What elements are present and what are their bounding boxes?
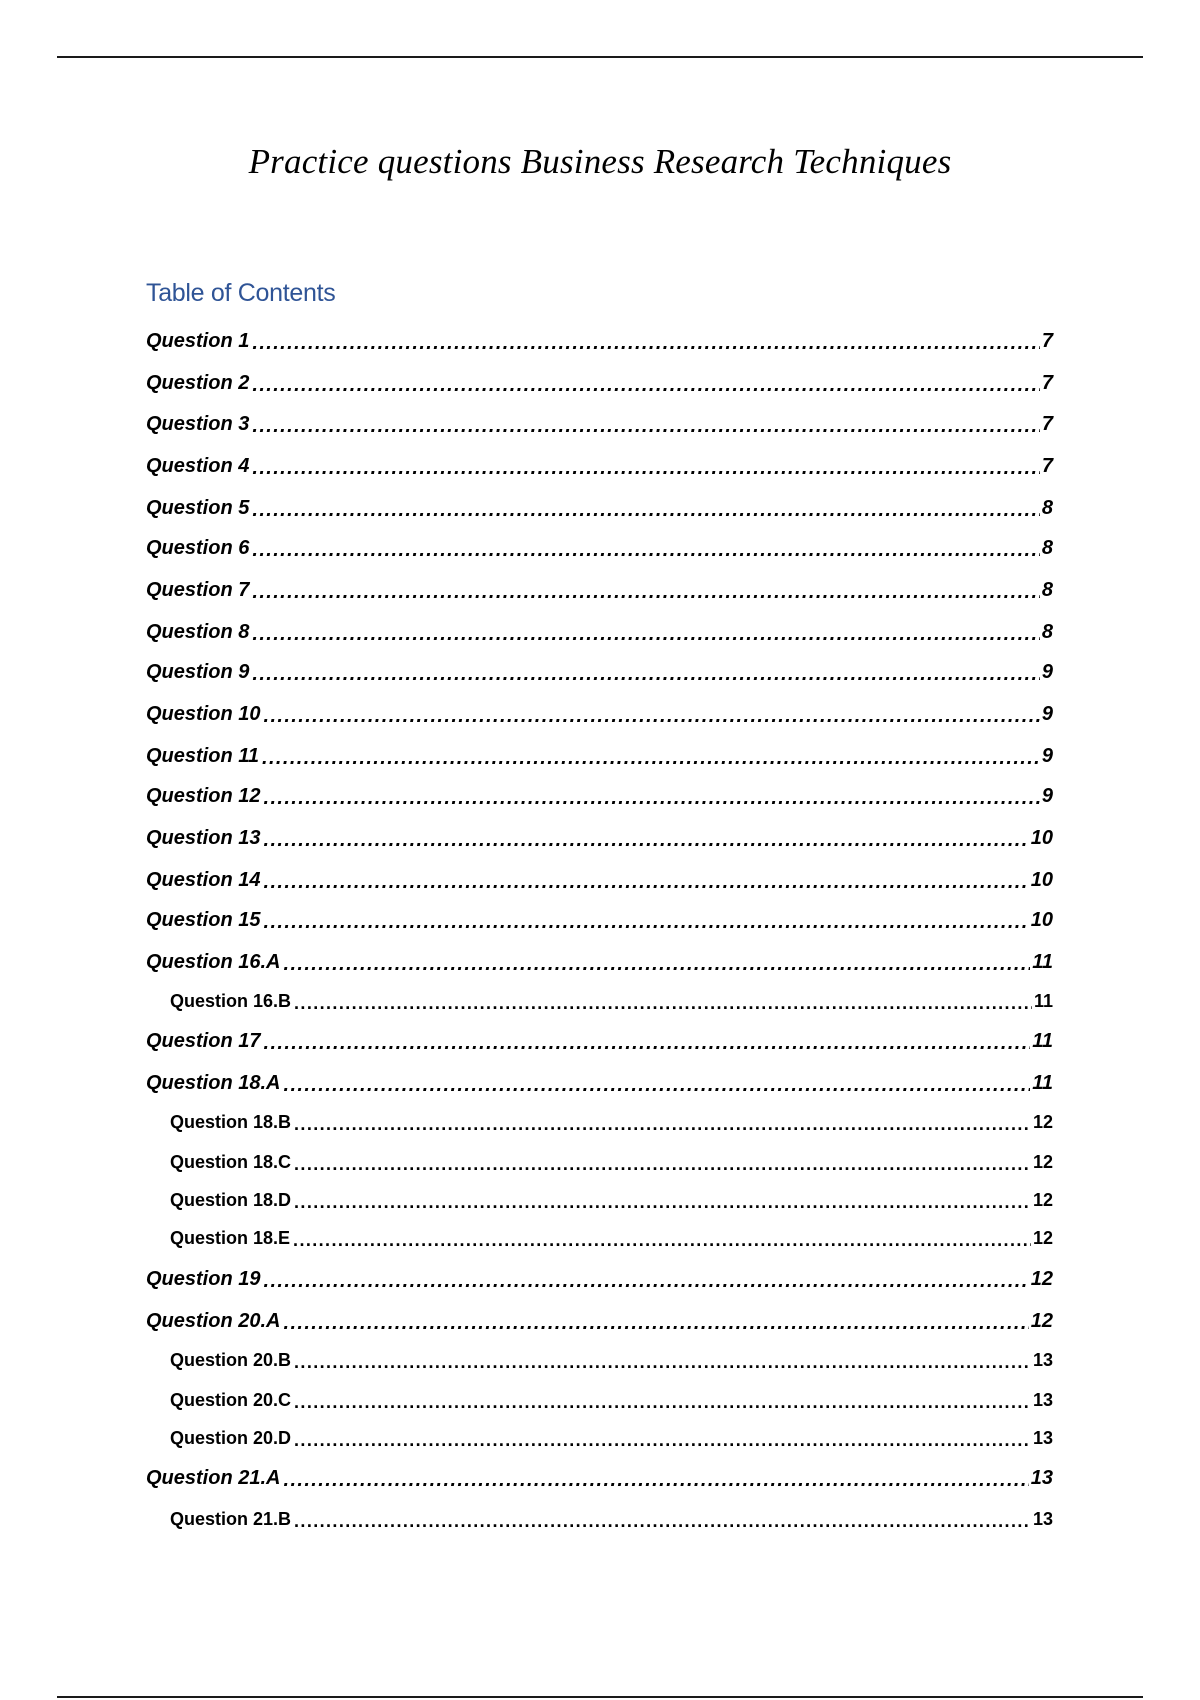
toc-dot-leader (263, 912, 1028, 932)
toc-entry-label: Question 16.A (146, 951, 281, 973)
toc-entry-page-number: 10 (1030, 869, 1053, 891)
toc-dot-leader (252, 416, 1040, 436)
toc-dot-leader (263, 788, 1039, 808)
toc-entry[interactable] (146, 492, 1053, 520)
toc-entry-label: Question 13 (146, 827, 261, 849)
toc-entry[interactable] (146, 780, 1053, 808)
toc-entry-label: Question 21.B (170, 1509, 292, 1529)
toc-entry-page-number: 8 (1041, 579, 1053, 601)
toc-heading: Table of Contents (146, 279, 336, 307)
toc-dot-leader (263, 830, 1028, 850)
toc-entry[interactable] (146, 1067, 1053, 1095)
toc-entry-label: Question 4 (146, 455, 250, 477)
toc-entry[interactable] (146, 740, 1053, 768)
toc-entry[interactable] (146, 822, 1053, 850)
toc-entry-label: Question 20.C (170, 1390, 292, 1410)
toc-entry-label: Question 6 (146, 537, 250, 559)
toc-dot-leader (294, 1193, 1031, 1211)
header-rule (57, 56, 1143, 58)
toc-dot-leader (294, 1353, 1031, 1371)
toc-entry-label: Question 15 (146, 909, 261, 931)
toc-entry-page-number: 9 (1041, 745, 1053, 767)
toc-dot-leader (283, 1313, 1028, 1333)
toc-dot-leader (263, 706, 1039, 726)
toc-entry-label: Question 17 (146, 1030, 261, 1052)
toc-entry[interactable] (146, 1221, 1053, 1249)
toc-entry-label: Question 18.A (146, 1072, 281, 1094)
toc-entry[interactable] (146, 1105, 1053, 1133)
toc-dot-leader (283, 1075, 1030, 1095)
toc-entry-label: Question 16.B (170, 991, 292, 1011)
toc-entry[interactable] (146, 1421, 1053, 1449)
toc-dot-leader (252, 375, 1040, 395)
toc-entry-label: Question 19 (146, 1268, 261, 1290)
toc-dot-leader (293, 1231, 1031, 1249)
toc-dot-leader (263, 1271, 1028, 1291)
toc-entry-label: Question 3 (146, 413, 250, 435)
toc-entry-label: Question 18.B (170, 1112, 292, 1132)
toc-entry-page-number: 10 (1030, 909, 1053, 931)
toc-dot-leader (283, 954, 1030, 974)
toc-entry-label: Question 8 (146, 621, 250, 643)
toc-entry-page-number: 8 (1041, 621, 1053, 643)
toc-entry[interactable] (146, 984, 1053, 1012)
toc-entry-label: Question 14 (146, 869, 261, 891)
toc-entry-page-number: 13 (1032, 1350, 1053, 1370)
toc-entry-page-number: 8 (1041, 497, 1053, 519)
toc-entry[interactable] (146, 864, 1053, 892)
toc-dot-leader (294, 1115, 1031, 1133)
toc-dot-leader (252, 664, 1040, 684)
toc-entry-label: Question 21.A (146, 1467, 281, 1489)
toc-entry-label: Question 10 (146, 703, 261, 725)
toc-entry-label: Question 12 (146, 785, 261, 807)
document-title: Practice questions Business Research Techniques (248, 142, 952, 181)
toc-entry-page-number: 7 (1041, 330, 1053, 352)
toc-entry[interactable] (146, 946, 1053, 974)
toc-entry-page-number: 12 (1032, 1190, 1053, 1210)
toc-entry-page-number: 12 (1030, 1310, 1053, 1332)
toc-dot-leader (294, 1431, 1031, 1449)
toc-dot-leader (294, 1393, 1031, 1411)
toc-dot-leader (294, 1155, 1031, 1173)
toc-dot-leader (263, 872, 1028, 892)
toc-entry-label: Question 11 (146, 745, 259, 767)
toc-entry-label: Question 7 (146, 579, 250, 601)
toc-dot-leader (294, 1512, 1031, 1530)
toc-entry-page-number: 13 (1032, 1390, 1053, 1410)
toc-entry[interactable] (146, 574, 1053, 602)
toc-dot-leader (262, 748, 1040, 768)
toc-entry-page-number: 12 (1032, 1112, 1053, 1132)
toc-entry-page-number: 9 (1041, 785, 1053, 807)
toc-entry[interactable] (146, 532, 1053, 560)
toc-entry-label: Question 20.D (170, 1428, 292, 1448)
toc-entry-page-number: 10 (1030, 827, 1053, 849)
toc-entry-page-number: 11 (1032, 951, 1053, 973)
toc-entry-page-number: 11 (1033, 991, 1053, 1011)
toc-entry[interactable] (146, 1343, 1053, 1371)
toc-entry[interactable] (146, 408, 1053, 436)
toc-entry-label: Question 1 (146, 330, 250, 352)
toc-dot-leader (294, 994, 1032, 1012)
toc-entry[interactable] (146, 656, 1053, 684)
toc-entry[interactable] (146, 1462, 1053, 1490)
toc-dot-leader (252, 458, 1040, 478)
toc-entry-label: Question 20.B (170, 1350, 292, 1370)
footer-rule (57, 1696, 1143, 1698)
toc-entry[interactable] (146, 616, 1053, 644)
toc-dot-leader (263, 1033, 1030, 1053)
toc-entry-label: Question 2 (146, 372, 250, 394)
toc-entry-page-number: 12 (1032, 1228, 1053, 1248)
toc-entry[interactable] (146, 904, 1053, 932)
toc-entry-label: Question 18.C (170, 1152, 292, 1172)
toc-entry[interactable] (146, 1183, 1053, 1211)
toc-entry-page-number: 12 (1030, 1268, 1053, 1290)
toc-entry[interactable] (146, 1025, 1053, 1053)
toc-entry[interactable] (146, 1305, 1053, 1333)
toc-entry-page-number: 11 (1032, 1030, 1053, 1052)
toc-entry-page-number: 13 (1030, 1467, 1053, 1489)
toc-entry-page-number: 7 (1041, 455, 1053, 477)
toc-entry-label: Question 18.E (170, 1228, 291, 1248)
toc-entry-page-number: 11 (1032, 1072, 1053, 1094)
toc-entry-label: Question 5 (146, 497, 250, 519)
toc-entry-page-number: 13 (1032, 1428, 1053, 1448)
toc-dot-leader (252, 624, 1040, 644)
toc-dot-leader (252, 333, 1040, 353)
toc-entry-label: Question 18.D (170, 1190, 292, 1210)
toc-entry-page-number: 7 (1041, 413, 1053, 435)
toc-entry[interactable] (146, 1383, 1053, 1411)
toc-entry-page-number: 9 (1041, 703, 1053, 725)
toc-entry[interactable] (146, 698, 1053, 726)
toc-entry[interactable] (146, 1502, 1053, 1530)
toc-entry-label: Question 20.A (146, 1310, 281, 1332)
toc-entry-page-number: 9 (1041, 661, 1053, 683)
toc-entry-page-number: 8 (1041, 537, 1053, 559)
toc-entry-label: Question 9 (146, 661, 250, 683)
toc-entry-page-number: 13 (1032, 1509, 1053, 1529)
toc-dot-leader (252, 540, 1040, 560)
toc-entry[interactable] (146, 325, 1053, 353)
toc-entry[interactable] (146, 367, 1053, 395)
toc-entry[interactable] (146, 1145, 1053, 1173)
toc-dot-leader (283, 1470, 1028, 1490)
toc-dot-leader (252, 500, 1040, 520)
toc-entry[interactable] (146, 1263, 1053, 1291)
toc-entry-page-number: 12 (1032, 1152, 1053, 1172)
toc-dot-leader (252, 582, 1040, 602)
toc-entry-page-number: 7 (1041, 372, 1053, 394)
toc-entry[interactable] (146, 450, 1053, 478)
